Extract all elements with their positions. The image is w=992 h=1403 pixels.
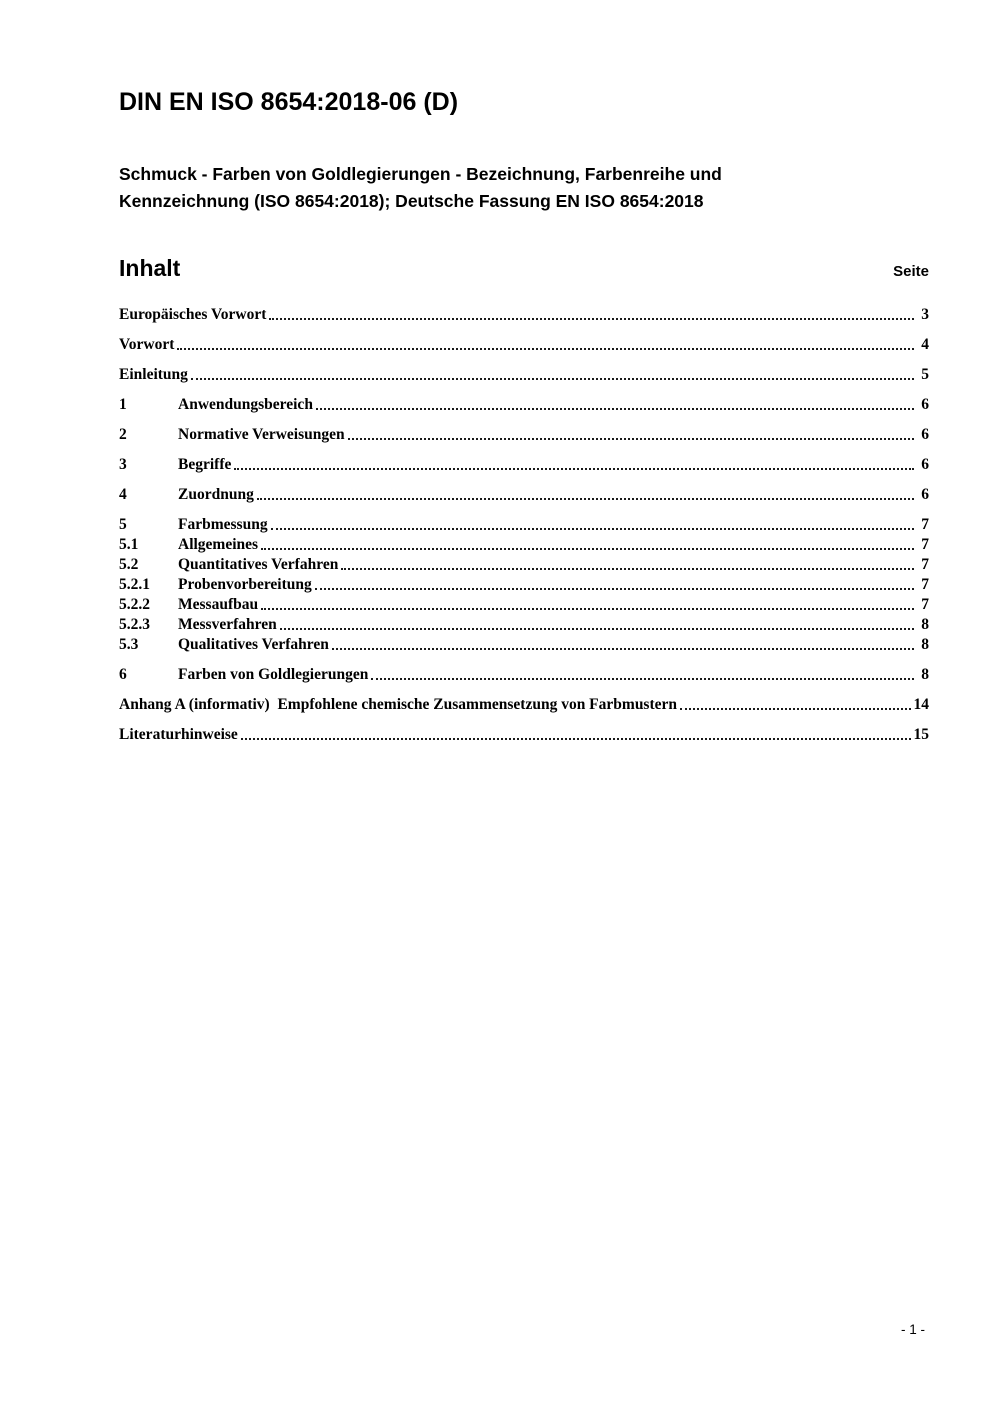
toc-entry [119, 334, 929, 354]
toc-entry-label: Zuordnung [178, 486, 254, 503]
toc-entry-page: 6 [921, 396, 929, 413]
toc-entry-page: 7 [921, 516, 929, 533]
toc-entry-label: Quantitatives Verfahren [178, 556, 339, 573]
toc-leader-dots [177, 348, 914, 350]
toc-leader-dots [315, 588, 914, 590]
page-number-footer: - 1 - [900, 1322, 925, 1337]
toc-entry [119, 614, 929, 634]
toc-entry-page: 5 [921, 366, 929, 383]
toc-entry-number: 3 [119, 456, 127, 473]
toc-entry-page: 7 [921, 576, 929, 593]
toc-leader-dots [680, 708, 910, 710]
toc-entry-label: Begriffe [178, 456, 232, 473]
toc-entry-number: 5.2 [119, 556, 139, 573]
toc-leader-dots [241, 738, 911, 740]
toc-entry [119, 364, 929, 384]
toc-entry-page: 6 [921, 456, 929, 473]
toc-entry-number: 5.1 [119, 536, 139, 553]
toc-entry-label: Allgemeines [178, 536, 259, 553]
toc-entry-label: Farbmessung [178, 516, 268, 533]
toc-entry [119, 514, 929, 534]
toc-entry [119, 664, 929, 684]
toc-leader-dots [332, 648, 914, 650]
toc-entry-label: Qualitatives Verfahren [178, 636, 329, 653]
toc-leader-dots [257, 498, 914, 500]
toc-entry [119, 304, 929, 324]
toc-entry-label: Messverfahren [178, 616, 277, 633]
toc-leader-dots [371, 678, 914, 680]
toc-entry [119, 424, 929, 444]
toc-entry-page: 7 [921, 536, 929, 553]
document-page [119, 0, 929, 744]
toc-leader-dots [261, 608, 914, 610]
toc-leader-dots [348, 438, 914, 440]
toc-leader-dots [280, 628, 914, 630]
toc-entry-number: 5.3 [119, 636, 139, 653]
toc-entry-label: Literaturhinweise [119, 726, 238, 743]
toc-entry [119, 634, 929, 654]
toc-entry [119, 394, 929, 414]
toc-entry [119, 534, 929, 554]
toc-entry [119, 484, 929, 504]
toc-entry-page: 6 [921, 426, 929, 443]
toc-entry-label: Anhang A (informativ) Empfohlene chemische Zusammensetzung von Farbmustern [119, 696, 678, 713]
toc-entry-number: 4 [119, 486, 127, 503]
toc-entry [119, 694, 929, 714]
toc-entry-page: 8 [921, 636, 929, 653]
toc-header [119, 255, 929, 282]
toc-entry-label: Europäisches Vorwort [119, 306, 267, 323]
toc-leader-dots [341, 568, 914, 570]
toc-entry [119, 594, 929, 614]
toc-entry-number: 5 [119, 516, 127, 533]
toc-entry [119, 554, 929, 574]
toc-entry-page: 4 [921, 336, 929, 353]
toc-entry-label: Einleitung [119, 366, 188, 383]
toc-entry-page: 7 [921, 556, 929, 573]
document-number: DIN EN ISO 8654:2018-06 (D) [119, 88, 459, 116]
toc-entry-number: 6 [119, 666, 127, 683]
toc-entry [119, 724, 929, 744]
toc-entry-label: Farben von Goldlegierungen [178, 666, 369, 683]
toc-entry-label: Vorwort [119, 336, 175, 353]
toc-entry [119, 454, 929, 474]
toc-entry-label: Probenvorbereitung [178, 576, 312, 593]
toc-leader-dots [191, 378, 914, 380]
toc-entry-page: 7 [921, 596, 929, 613]
toc-entry-number: 5.2.2 [119, 596, 150, 613]
toc-entry-number: 2 [119, 426, 127, 443]
toc-entry-page: 3 [921, 306, 929, 323]
table-of-contents [119, 304, 929, 744]
toc-entry [119, 574, 929, 594]
toc-entry-number: 5.2.1 [119, 576, 150, 593]
toc-entry-page: 15 [913, 726, 929, 743]
toc-leader-dots [261, 548, 914, 550]
toc-entry-page: 14 [913, 696, 929, 713]
toc-leader-dots [234, 468, 914, 470]
toc-entry-page: 8 [921, 616, 929, 633]
page-column-label: Seite [893, 263, 929, 280]
toc-entry-number: 5.2.3 [119, 616, 150, 633]
toc-entry-page: 6 [921, 486, 929, 503]
toc-entry-number: 1 [119, 396, 127, 413]
toc-entry-page: 8 [921, 666, 929, 683]
toc-entry-label: Messaufbau [178, 596, 259, 613]
toc-entry-label: Normative Verweisungen [178, 426, 345, 443]
toc-leader-dots [271, 528, 914, 530]
toc-heading: Inhalt [119, 255, 181, 281]
toc-leader-dots [269, 318, 914, 320]
document-title: Schmuck - Farben von Goldlegierungen - Bezeichnung, Farbenreihe und Kennzeichnung (ISO 8654:2018); Deutsche Fassung EN ISO 8654:2018 [119, 164, 722, 211]
toc-leader-dots [316, 408, 914, 410]
toc-entry-label: Anwendungsbereich [178, 396, 313, 413]
